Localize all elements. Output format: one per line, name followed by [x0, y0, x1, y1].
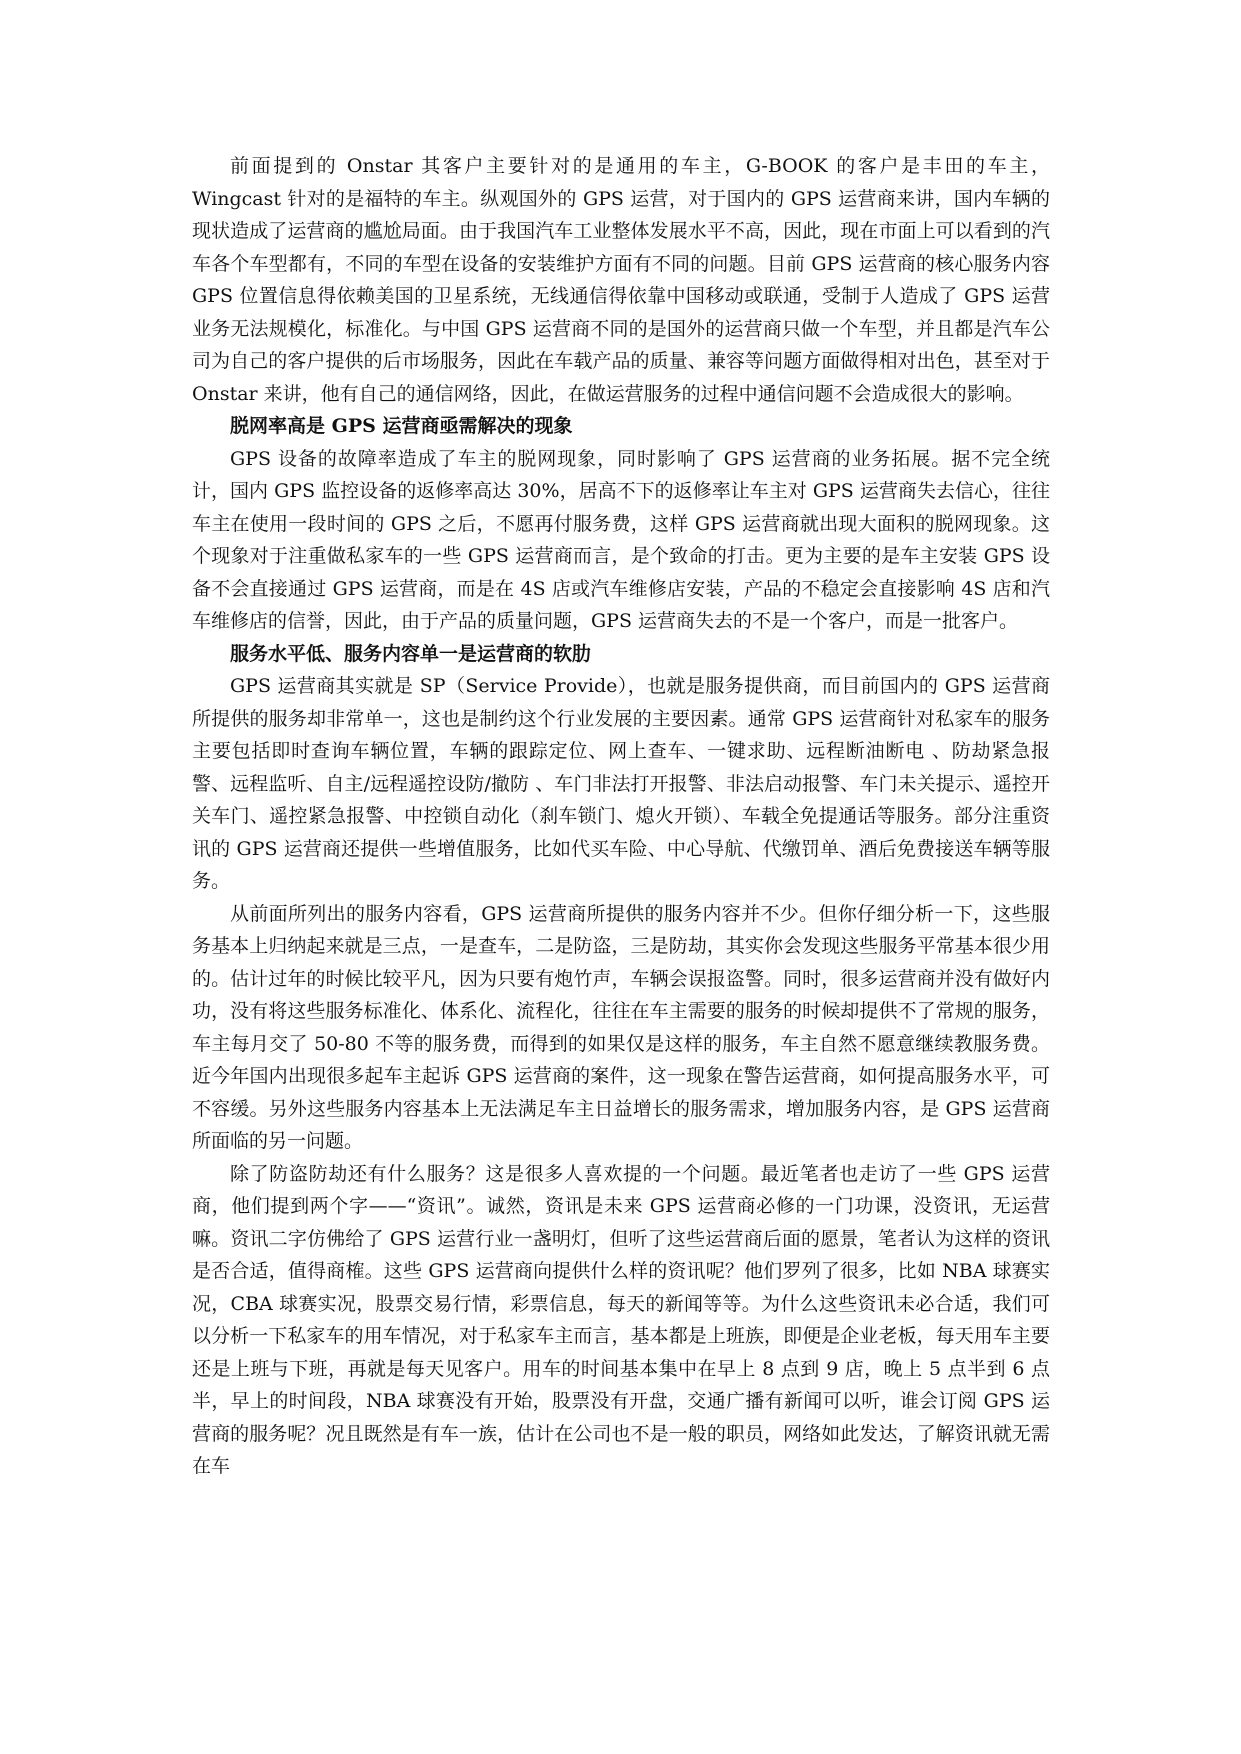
paragraph: GPS 运营商其实就是 SP（Service Provide），也就是服务提供商，而目前国内的 GPS 运营商所提供的服务却非常单一，这也是制约这个行业发展的主要因素。通常 GPS 运营商针对私家车的服务主要包括即时查询车辆位置，车辆的跟踪定位、网上查车、一键求助、远程断油断电 、防劫紧急报警、远程监听、自主/远程遥控设防/撤防 、车门非法打开报警、非法启动报警、车门未关提示、遥控开关车门、遥控紧急报警、中控锁自动化（刹车锁门、熄火开锁）、车载全免提通话等服务。部分注重资讯的 GPS 运营商还提供一些增值服务，比如代买车险、中心导航、代缴罚单、酒后免费接送车辆等服务。: [192, 675, 1050, 892]
document-page: [192, 150, 1050, 1483]
paragraph: 从前面所列出的服务内容看，GPS 运营商所提供的服务内容并不少。但你仔细分析一下，这些服务基本上归纳起来就是三点，一是查车，二是防盗，三是防劫，其实你会发现这些服务平常基本很少用的。估计过年的时候比较平凡，因为只要有炮竹声，车辆会误报盗警。同时，很多运营商并没有做好内功，没有将这些服务标准化、体系化、流程化，往往在车主需要的服务的时候却提供不了常规的服务，车主每月交了 50-80 不等的服务费，而得到的如果仅是这样的服务，车主自然不愿意继续教服务费。近今年国内出现很多起车主起诉 GPS 运营商的案件，这一现象在警告运营商，如何提高服务水平，可不容缓。另外这些服务内容基本上无法满足车主日益增长的服务需求，增加服务内容，是 GPS 运营商所面临的另一问题。: [192, 902, 1050, 1152]
paragraph: GPS 设备的故障率造成了车主的脱网现象，同时影响了 GPS 运营商的业务拓展。据不完全统计，国内 GPS 监控设备的返修率高达 30%，居高不下的返修率让车主对 GPS 运营商失去信心，往往车主在使用一段时间的 GPS 之后，不愿再付服务费，这样 GPS 运营商就出现大面积的脱网现象。这个现象对于注重做私家车的一些 GPS 运营商而言，是个致命的打击。更为主要的是车主安装 GPS 设备不会直接通过 GPS 运营商，而是在 4S 店或汽车维修店安装，产品的不稳定会直接影响 4S 店和汽车维修店的信誉，因此，由于产品的质量问题，GPS 运营商失去的不是一个客户，而是一批客户。: [192, 447, 1050, 632]
section-heading: 服务水平低、服务内容单一是运营商的软肋: [230, 642, 592, 665]
paragraph: 前面提到的 Onstar 其客户主要针对的是通用的车主，G-BOOK 的客户是丰田的车主，Wingcast 针对的是福特的车主。纵观国外的 GPS 运营，对于国内的 GPS 运营商来讲，国内车辆的现状造成了运营商的尴尬局面。由于我国汽车工业整体发展水平不高，因此，现在市面上可以看到的汽车各个车型都有，不同的车型在设备的安装维护方面有不同的问题。目前 GPS 运营商的核心服务内容 GPS 位置信息得依赖美国的卫星系统，无线通信得依靠中国移动或联通，受制于人造成了 GPS 运营业务无法规模化，标准化。与中国 GPS 运营商不同的是国外的运营商只做一个车型，并且都是汽车公司为自己的客户提供的后市场服务，因此在车载产品的质量、兼容等问题方面做得相对出色，甚至对于 Onstar 来讲，他有自己的通信网络，因此，在做运营服务的过程中通信问题不会造成很大的影响。: [192, 155, 1050, 405]
paragraph: 除了防盗防劫还有什么服务？这是很多人喜欢提的一个问题。最近笔者也走访了一些 GPS 运营商，他们提到两个字——“资讯”。诚然，资讯是未来 GPS 运营商必修的一门功课，没资讯，无运营嘛。资讯二字仿佛给了 GPS 运营行业一盏明灯，但听了这些运营商后面的愿景，笔者认为这样的资讯是否合适，值得商榷。这些 GPS 运营商向提供什么样的资讯呢？他们罗列了很多，比如 NBA 球赛实况，CBA 球赛实况，股票交易行情，彩票信息，每天的新闻等等。为什么这些资讯未必合适，我们可以分析一下私家车的用车情况，对于私家车主而言，基本都是上班族，即便是企业老板，每天用车主要还是上班与下班，再就是每天见客户。用车的时间基本集中在早上 8 点到 9 店，晚上 5 点半到 6 点半，早上的时间段，NBA 球赛没有开始，股票没有开盘，交通广播有新闻可以听，谁会订阅 GPS 运营商的服务呢？况且既然是有车一族，估计在公司也不是一般的职员，网络如此发达，了解资讯就无需在车: [192, 1162, 1050, 1477]
section-heading: 脱网率高是 GPS 运营商亟需解决的现象: [230, 415, 573, 437]
